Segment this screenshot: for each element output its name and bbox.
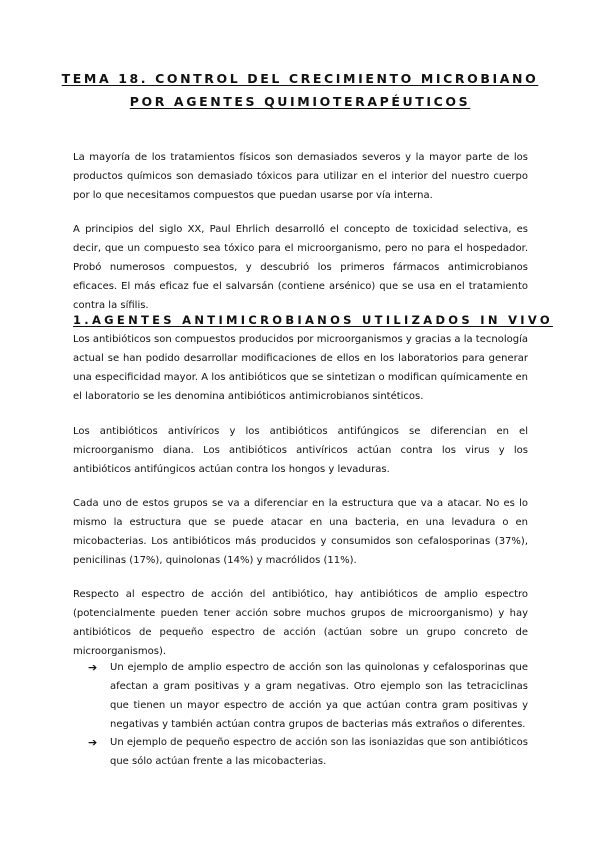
paragraph-antibioticos: Los antibióticos son compuestos producidos por microorganismos y gracias a la tecnología actual se han podido desarrollar modificaciones de ellos en los laboratorios para generar una especificidad mayor. A los antibióticos que se sintetizan o modifican químicamente en el laboratorio se les denomina antibióticos antimicrobianos sintéticos.	[73, 334, 528, 402]
paragraph-grupos: Cada uno de estos grupos se va a diferenciar en la estructura que va a atacar. No es lo mismo la estructura que se puede atacar en una bacteria, en una levadura o en micobacterias. Los antibióticos más producidos y consumidos son cefalosporinas (37%), penicilinas (17%), quinolonas (14%) y macrólidos (11%).	[73, 498, 528, 566]
paragraph-antiviricos: Los antibióticos antivíricos y los antibióticos antifúngicos se diferencian en el microorganismo diana. Los antibióticos antivíricos actúan contra los virus y los antibióticos antifúngicos actúan contra los hongos y levaduras.	[73, 426, 528, 475]
paragraph-intro: La mayoría de los tratamientos físicos son demasiados severos y la mayor parte de los productos químicos son demasiado tóxicos para utilizar en el interior del nuestro cuerpo por lo que necesitamos compuestos que puedan usarse por vía interna.	[73, 152, 528, 201]
bullet-list	[88, 733, 528, 771]
bullet-item-pequeno	[88, 733, 528, 771]
document-title-line-1: TEMA 18. CONTROL DEL CRECIMIENTO MICROBIANO	[61, 71, 539, 86]
paragraph-espectro: Respecto al espectro de acción del antibiótico, hay antibióticos de amplio espectro (potencialmente pueden tener acción sobre muchos grupos de microorganismo) y hay antibióticos de pequeño espectro de acción (actúan sobre un grupo concreto de microorganismos).	[73, 589, 528, 657]
paragraph-ehrlich: A principios del siglo XX, Paul Ehrlich desarrolló el concepto de toxicidad selectiva, es decir, que un compuesto sea tóxico para el microorganismo, pero no para el hospedador. Probó numerosos compuestos, y descubrió los primeros fármacos antimicrobianos eficaces. El más eficaz fue el salvarsán (contiene arsénico) que se usa en el tratamiento contra la sífilis.	[73, 224, 528, 311]
document-title-line-2: POR AGENTES QUIMIOTERAPÉUTICOS	[129, 94, 471, 109]
bullet-text: Un ejemplo de pequeño espectro de acción son las isoniazidas que son antibióticos que sólo actúan frente a las micobacterias.	[110, 737, 528, 767]
bullet-item-amplio	[88, 658, 528, 734]
arrow-right-icon: ➔	[88, 736, 98, 749]
arrow-right-icon: ➔	[88, 661, 98, 674]
bullet-list	[88, 658, 528, 734]
section-heading: 1.AGENTES ANTIMICROBIANOS UTILIZADOS IN VIVO	[73, 313, 553, 327]
bullet-text: Un ejemplo de amplio espectro de acción son las quinolonas y cefalosporinas que afectan a gram positivas y a gram negativas. Otro ejemplo son las tetraciclinas que tienen un mayor espectro de acción ya que actúan contra gram positivas y negativas y también actúan contra grupos de bacterias más extraños o diferentes.	[110, 662, 528, 730]
